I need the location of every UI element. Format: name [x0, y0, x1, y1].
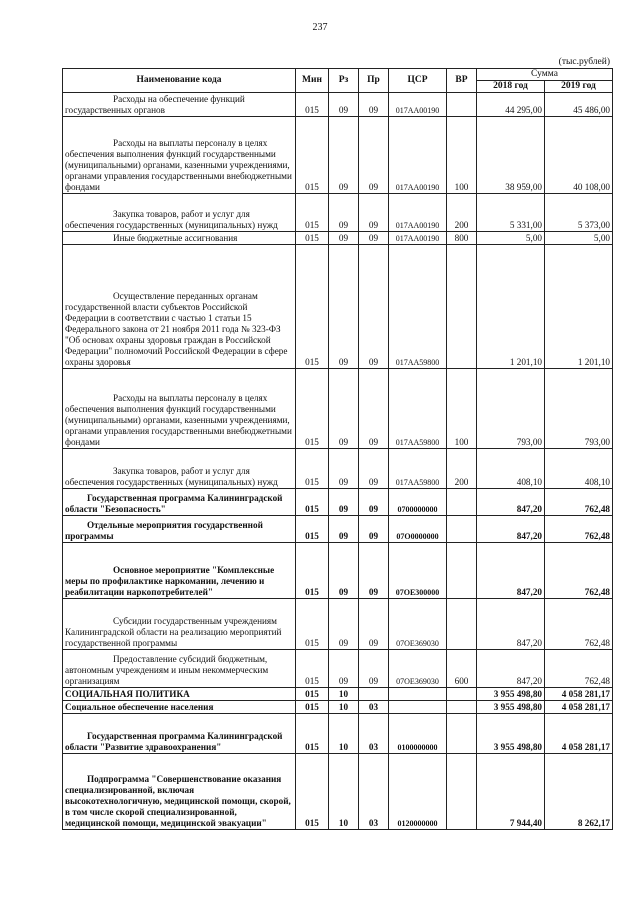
page-number: 237 — [312, 22, 328, 33]
row-min: 015 — [296, 369, 329, 449]
row-min: 015 — [296, 516, 329, 543]
row-rz: 10 — [329, 754, 359, 830]
table-row — [63, 93, 613, 117]
row-name: Социальное обеспечение населения — [63, 701, 296, 714]
row-pr: 09 — [359, 117, 389, 194]
row-csr: 0120000000 — [389, 754, 447, 830]
col-header-2019: 2019 год — [545, 81, 613, 93]
row-csr: 017АА00190 — [389, 194, 447, 232]
col-header-min: Мин — [296, 69, 329, 93]
row-name: Расходы на обеспечение функций государственных органов — [63, 93, 296, 117]
row-sum-2019: 8 262,17 — [545, 754, 613, 830]
row-sum-2018: 3 955 498,80 — [477, 714, 545, 754]
row-vr — [447, 543, 477, 599]
table-row — [63, 599, 613, 650]
row-csr: 017АА00190 — [389, 117, 447, 194]
row-sum-2019: 1 201,10 — [545, 245, 613, 369]
row-rz: 09 — [329, 93, 359, 117]
row-pr: 09 — [359, 194, 389, 232]
row-vr — [447, 245, 477, 369]
col-header-vr: ВР — [447, 69, 477, 93]
row-min: 015 — [296, 650, 329, 688]
row-name: Предоставление субсидий бюджетным, автономным учреждениям и иным некоммерческим организациям — [63, 650, 296, 688]
row-rz: 09 — [329, 117, 359, 194]
row-min: 015 — [296, 599, 329, 650]
row-csr: 07ОЕ369030 — [389, 599, 447, 650]
row-csr — [389, 701, 447, 714]
row-sum-2019: 762,48 — [545, 516, 613, 543]
table-row — [63, 543, 613, 599]
table-row — [63, 489, 613, 516]
row-sum-2019: 4 058 281,17 — [545, 688, 613, 701]
row-name: Основное мероприятие "Комплексные меры по профилактике наркомании, лечению и реабилитации наркопотребителей" — [63, 543, 296, 599]
col-header-sum: Сумма — [477, 69, 613, 81]
row-vr — [447, 489, 477, 516]
table-body — [63, 93, 613, 830]
col-header-pr: Пр — [359, 69, 389, 93]
row-pr: 09 — [359, 516, 389, 543]
row-sum-2018: 847,20 — [477, 650, 545, 688]
row-sum-2019: 5,00 — [545, 232, 613, 245]
row-min: 015 — [296, 232, 329, 245]
row-vr: 200 — [447, 194, 477, 232]
row-rz: 09 — [329, 369, 359, 449]
col-header-2018: 2018 год — [477, 81, 545, 93]
table-row — [63, 245, 613, 369]
row-vr — [447, 516, 477, 543]
row-pr: 03 — [359, 714, 389, 754]
row-sum-2018: 847,20 — [477, 516, 545, 543]
row-vr — [447, 754, 477, 830]
row-min: 015 — [296, 117, 329, 194]
row-sum-2019: 408,10 — [545, 449, 613, 489]
row-name: Закупка товаров, работ и услуг для обеспечения государственных (муниципальных) нужд — [63, 194, 296, 232]
col-header-csr: ЦСР — [389, 69, 447, 93]
table-row — [63, 369, 613, 449]
row-min: 015 — [296, 543, 329, 599]
row-sum-2019: 40 108,00 — [545, 117, 613, 194]
row-pr: 09 — [359, 245, 389, 369]
row-vr — [447, 599, 477, 650]
row-vr — [447, 688, 477, 701]
row-rz: 09 — [329, 489, 359, 516]
row-name: Расходы на выплаты персоналу в целях обеспечения выполнения функций государственными (муниципальными) органами, казенными учреждениями, органами управления государственными внебюджетными фондами — [63, 369, 296, 449]
row-csr: 0700000000 — [389, 489, 447, 516]
row-sum-2019: 793,00 — [545, 369, 613, 449]
row-rz: 09 — [329, 232, 359, 245]
row-sum-2019: 762,48 — [545, 650, 613, 688]
row-csr: 07О0000000 — [389, 516, 447, 543]
row-rz: 09 — [329, 449, 359, 489]
row-csr: 017АА59800 — [389, 369, 447, 449]
table-row — [63, 516, 613, 543]
row-vr: 200 — [447, 449, 477, 489]
row-pr: 09 — [359, 543, 389, 599]
table-row — [63, 701, 613, 714]
table-row — [63, 449, 613, 489]
row-pr: 09 — [359, 489, 389, 516]
row-pr: 09 — [359, 650, 389, 688]
col-header-rz: Рз — [329, 69, 359, 93]
row-rz: 10 — [329, 714, 359, 754]
row-sum-2018: 408,10 — [477, 449, 545, 489]
table-row — [63, 117, 613, 194]
row-name: Государственная программа Калининградской области "Развитие здравоохранения" — [63, 714, 296, 754]
row-name: Отдельные мероприятия государственной программы — [63, 516, 296, 543]
row-sum-2019: 762,48 — [545, 543, 613, 599]
row-name: Подпрограмма "Совершенствование оказания специализированной, включая высокотехнологичную, медицинской помощи, скорой, в том числе скорой специализированной, медицинской помощи, медицинской эвакуации" — [63, 754, 296, 830]
row-name: Иные бюджетные ассигнования — [63, 232, 296, 245]
row-sum-2018: 44 295,00 — [477, 93, 545, 117]
row-vr: 100 — [447, 117, 477, 194]
row-rz: 09 — [329, 516, 359, 543]
row-sum-2018: 1 201,10 — [477, 245, 545, 369]
row-sum-2018: 7 944,40 — [477, 754, 545, 830]
row-pr: 09 — [359, 449, 389, 489]
budget-table — [62, 68, 613, 830]
row-vr — [447, 714, 477, 754]
table-row — [63, 194, 613, 232]
row-vr — [447, 701, 477, 714]
row-min: 015 — [296, 688, 329, 701]
row-rz: 09 — [329, 245, 359, 369]
row-sum-2019: 45 486,00 — [545, 93, 613, 117]
row-name: Осуществление переданных органам государственной власти субъектов Российской Федерации в соответствии с частью 1 статьи 15 Федерального закона от 21 ноября 2011 года № 323-ФЗ "Об основах охраны здоровья граждан в Российской Федерации" полномочий Российской Федерации в сфере охраны здоровья — [63, 245, 296, 369]
row-csr: 017АА59800 — [389, 449, 447, 489]
row-sum-2018: 847,20 — [477, 543, 545, 599]
row-min: 015 — [296, 245, 329, 369]
row-csr: 017АА00190 — [389, 93, 447, 117]
row-min: 015 — [296, 754, 329, 830]
row-rz: 09 — [329, 599, 359, 650]
row-sum-2018: 847,20 — [477, 489, 545, 516]
row-sum-2018: 793,00 — [477, 369, 545, 449]
row-min: 015 — [296, 93, 329, 117]
col-header-name: Наименование кода — [63, 69, 296, 93]
row-csr: 017АА59800 — [389, 245, 447, 369]
row-rz: 09 — [329, 650, 359, 688]
row-sum-2019: 4 058 281,17 — [545, 701, 613, 714]
row-sum-2018: 3 955 498,80 — [477, 701, 545, 714]
row-pr: 09 — [359, 232, 389, 245]
row-sum-2018: 5 331,00 — [477, 194, 545, 232]
row-csr — [389, 688, 447, 701]
row-pr — [359, 688, 389, 701]
row-name: Субсидии государственным учреждениям Калининградской области на реализацию мероприятий государственной программы — [63, 599, 296, 650]
row-min: 015 — [296, 701, 329, 714]
row-vr: 600 — [447, 650, 477, 688]
row-rz: 10 — [329, 688, 359, 701]
row-sum-2019: 5 373,00 — [545, 194, 613, 232]
row-csr: 017АА00190 — [389, 232, 447, 245]
units-label: (тыс.рублей) — [558, 57, 610, 67]
row-name: Закупка товаров, работ и услуг для обеспечения государственных (муниципальных) нужд — [63, 449, 296, 489]
row-min: 015 — [296, 489, 329, 516]
row-rz: 09 — [329, 194, 359, 232]
row-rz: 10 — [329, 701, 359, 714]
row-pr: 09 — [359, 93, 389, 117]
row-sum-2018: 847,20 — [477, 599, 545, 650]
row-pr: 03 — [359, 754, 389, 830]
table-row — [63, 688, 613, 701]
row-csr: 07ОЕ369030 — [389, 650, 447, 688]
row-pr: 03 — [359, 701, 389, 714]
row-vr: 800 — [447, 232, 477, 245]
row-name: Расходы на выплаты персоналу в целях обеспечения выполнения функций государственными (муниципальными) органами, казенными учреждениями, органами управления государственными внебюджетными фондами — [63, 117, 296, 194]
row-min: 015 — [296, 194, 329, 232]
row-vr: 100 — [447, 369, 477, 449]
row-csr: 07ОЕ300000 — [389, 543, 447, 599]
row-pr: 09 — [359, 369, 389, 449]
table-row — [63, 650, 613, 688]
row-pr: 09 — [359, 599, 389, 650]
row-sum-2018: 5,00 — [477, 232, 545, 245]
row-sum-2019: 762,48 — [545, 489, 613, 516]
row-sum-2018: 38 959,00 — [477, 117, 545, 194]
table-row — [63, 754, 613, 830]
row-sum-2019: 762,48 — [545, 599, 613, 650]
row-name: СОЦИАЛЬНАЯ ПОЛИТИКА — [63, 688, 296, 701]
table-row — [63, 232, 613, 245]
row-name: Государственная программа Калининградской области "Безопасность" — [63, 489, 296, 516]
row-csr: 0100000000 — [389, 714, 447, 754]
row-min: 015 — [296, 449, 329, 489]
row-rz: 09 — [329, 543, 359, 599]
row-sum-2019: 4 058 281,17 — [545, 714, 613, 754]
row-min: 015 — [296, 714, 329, 754]
table-header — [63, 69, 613, 93]
row-vr — [447, 93, 477, 117]
table-row — [63, 714, 613, 754]
row-sum-2018: 3 955 498,80 — [477, 688, 545, 701]
